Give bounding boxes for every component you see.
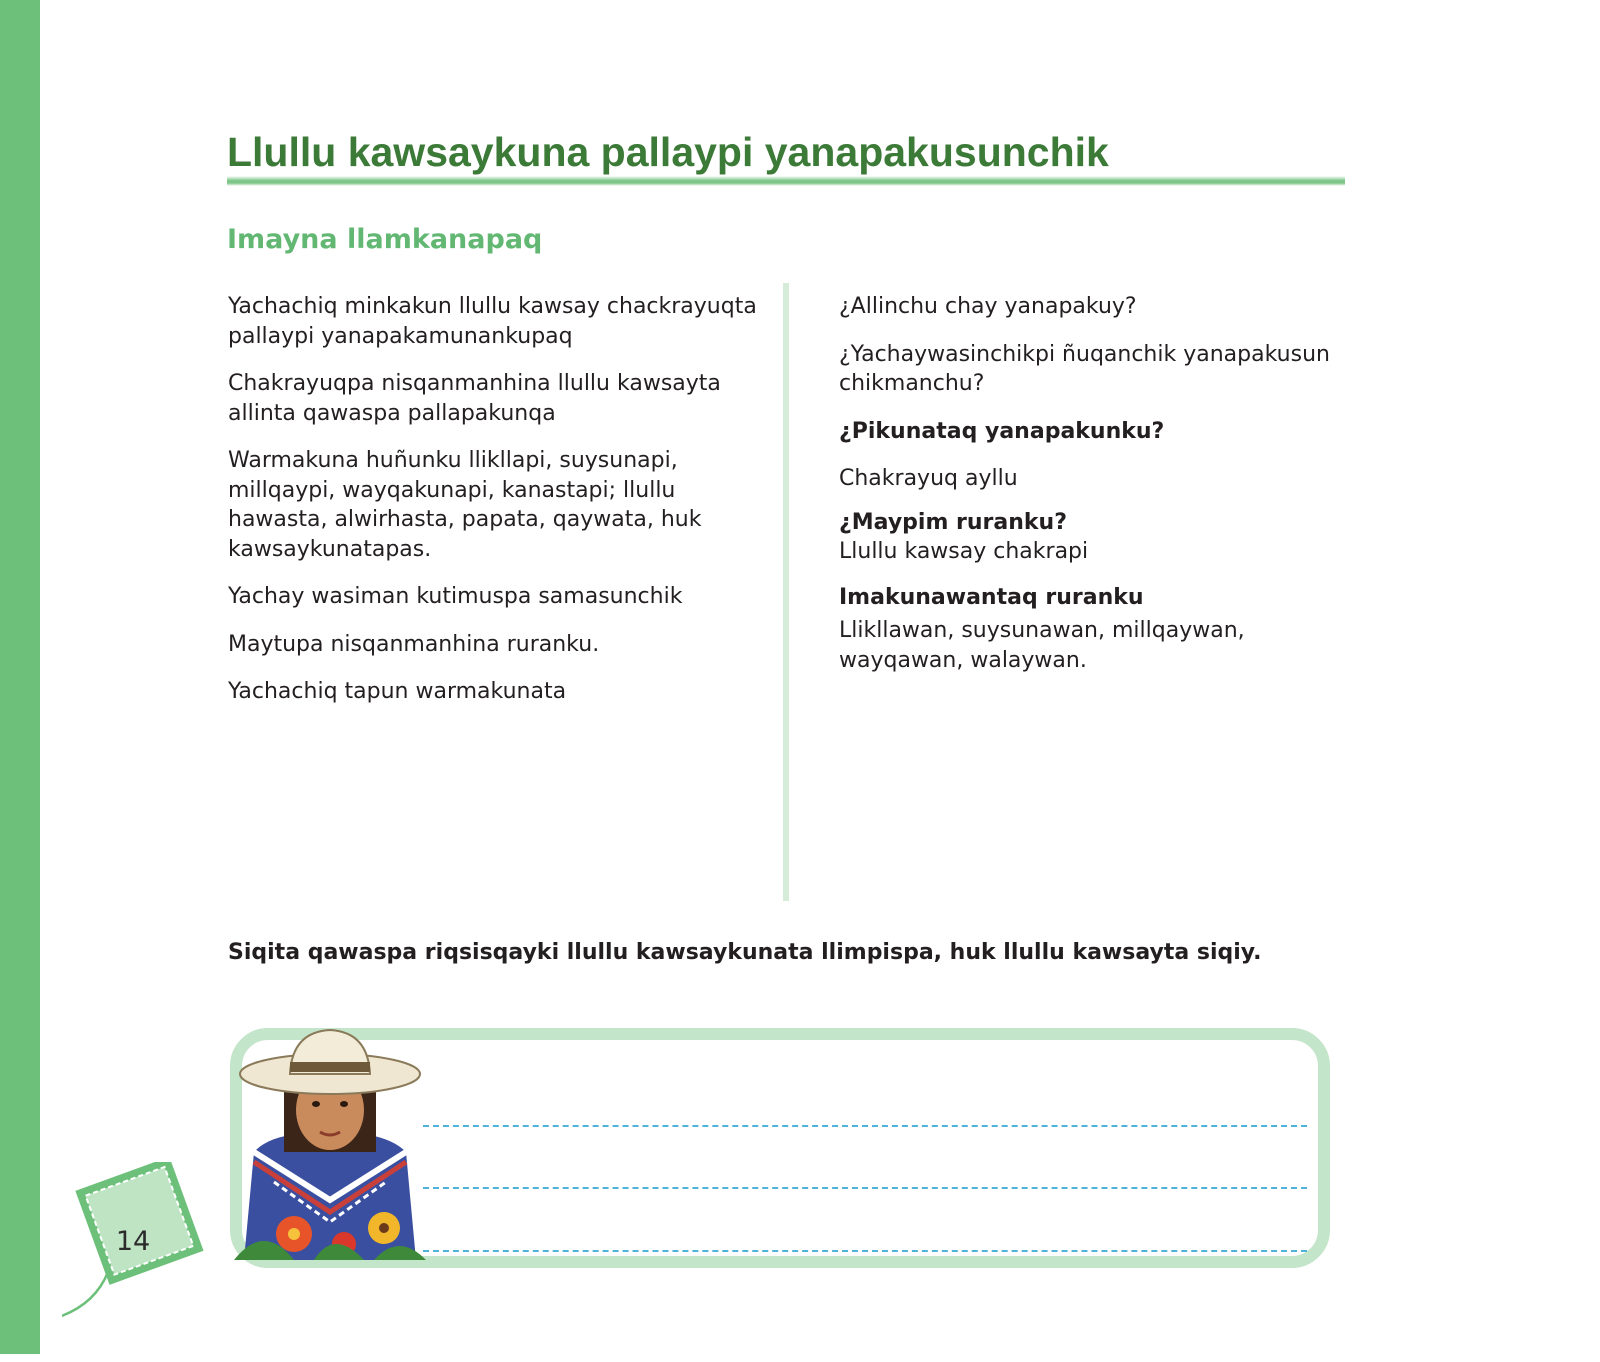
question-1: ¿Allinchu chay yanapakuy?: [839, 294, 1137, 319]
question-2: ¿Yachaywasinchikpi ñuqanchik yanapakusun chikmanchu?: [839, 341, 1330, 396]
left-paragraph-3: Warmakuna huñunku llikllapi, suysunapi, millqaypi, wayqakunapi, kanastapi; llullu hawasta, alwirhasta, papata, qaywata, huk kawsaykunatapas.: [228, 448, 702, 562]
column-divider: [783, 283, 789, 901]
question-3: ¿Pikunataq yanapakunku?: [839, 418, 1165, 444]
answer-3: Chakrayuq ayllu: [839, 466, 1018, 491]
left-paragraph-4: Yachay wasiman kutimuspa samasunchik: [228, 584, 683, 609]
writing-line-1[interactable]: [423, 1125, 1307, 1127]
page-number: 14: [115, 1226, 151, 1257]
left-paragraph-6: Yachachiq tapun warmakunata: [228, 679, 567, 704]
writing-line-2[interactable]: [423, 1187, 1307, 1189]
left-column: [228, 292, 758, 707]
answer-5: Llikllawan, suysunawan, millqaywan, wayqawan, walaywan.: [839, 618, 1245, 673]
left-paragraph-1: Yachachiq minkakun llullu kawsay chackrayuqta pallaypi yanapakamunankupaq: [228, 294, 757, 349]
left-paragraph-2: Chakrayuqpa nisqanmanhina llullu kawsayta allinta qawaspa pallapakunqa: [228, 371, 721, 426]
answer-4: Llullu kawsay chakrapi: [839, 539, 1089, 564]
page-title: Llullu kawsaykuna pallaypi yanapakusunchik: [227, 129, 1109, 175]
left-paragraph-5: Maytupa nisqanmanhina ruranku.: [228, 631, 600, 657]
side-color-strip: [0, 0, 40, 1354]
drawing-instruction: Siqita qawaspa riqsisqayki llullu kawsaykunata llimpispa, huk llullu kawsayta siqiy.: [228, 940, 1262, 965]
question-5: Imakunawantaq ruranku: [839, 584, 1144, 610]
section-subtitle: Imayna llamkanapaq: [227, 224, 543, 255]
question-4: ¿Maypim ruranku?: [839, 509, 1067, 535]
page-number-tag: [62, 1162, 222, 1362]
title-underline: [227, 176, 1345, 186]
right-column: [839, 292, 1339, 675]
girl-with-hat-icon: [234, 1022, 426, 1260]
writing-line-3[interactable]: [423, 1250, 1307, 1252]
